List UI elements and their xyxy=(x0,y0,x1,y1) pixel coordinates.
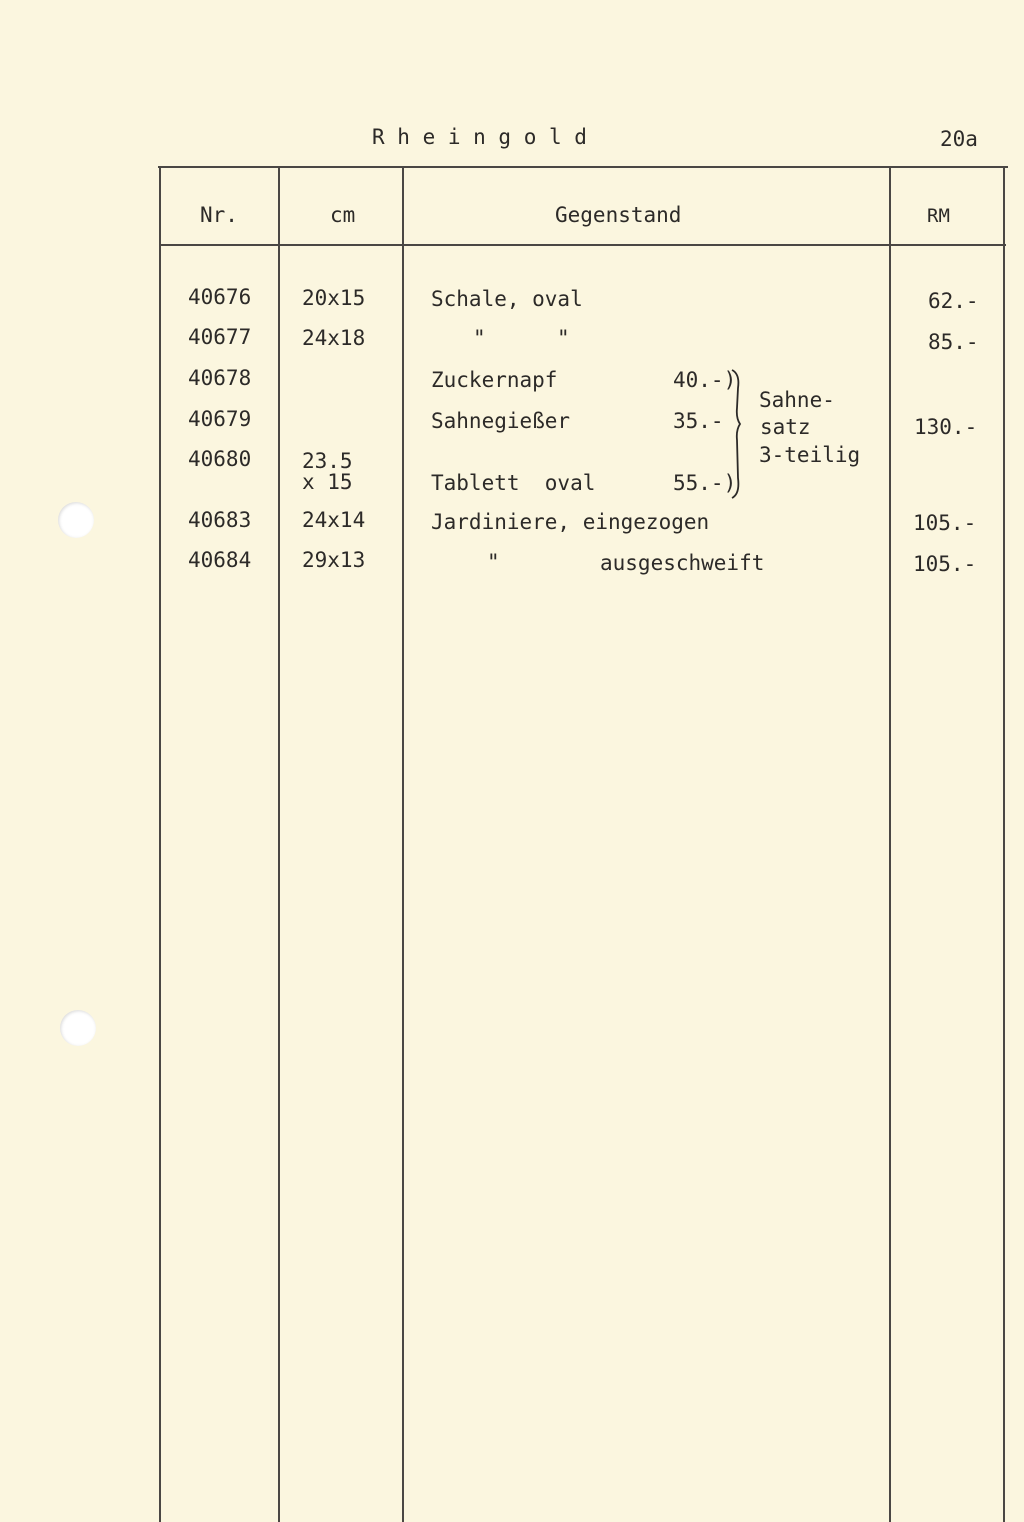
column-divider-1 xyxy=(278,166,280,1522)
row-item: Tablett oval xyxy=(431,471,596,495)
set-label-line2: satz xyxy=(760,415,811,439)
set-label-line1: Sahne- xyxy=(759,388,835,412)
table-top-border xyxy=(158,166,1008,168)
row-item: Jardiniere, eingezogen xyxy=(431,510,710,534)
row-item: Zuckernapf xyxy=(431,368,558,392)
row-nr: 40684 xyxy=(188,548,252,572)
row-cm: 23.5 xyxy=(302,449,353,473)
column-header-nr: Nr. xyxy=(200,203,238,227)
row-nr: 40680 xyxy=(188,447,252,471)
row-sub-price: 40.-) xyxy=(673,368,737,392)
set-label-line3: 3-teilig xyxy=(759,443,861,467)
punch-hole-bottom xyxy=(60,1010,96,1046)
row-price: 62.- xyxy=(928,289,979,313)
column-header-rm: RM xyxy=(927,205,950,227)
row-price: 85.- xyxy=(928,330,979,354)
page-number: 20a xyxy=(940,127,978,151)
row-item: Sahnegießer xyxy=(431,409,571,433)
row-item: Schale, oval xyxy=(431,287,583,311)
set-brace xyxy=(728,368,746,500)
set-price: 130.- xyxy=(914,415,978,439)
row-sub-price: 35.- xyxy=(673,409,724,433)
column-header-gegenstand: Gegenstand xyxy=(555,203,682,227)
header-bottom-border xyxy=(160,244,1006,246)
table-left-border xyxy=(159,166,161,1522)
punch-hole-top xyxy=(58,502,94,538)
row-cm: 24x14 xyxy=(302,508,366,532)
row-cm: 29x13 xyxy=(302,548,366,572)
column-divider-3 xyxy=(889,166,891,1522)
row-nr: 40678 xyxy=(188,366,252,390)
row-item: ausgeschweift xyxy=(600,551,765,575)
row-nr: 40677 xyxy=(188,325,252,349)
row-cm: x 15 xyxy=(302,470,353,494)
ditto-mark: " xyxy=(473,326,486,350)
row-cm: 24x18 xyxy=(302,326,366,350)
page-title: R h e i n g o l d xyxy=(372,125,587,149)
row-sub-price: 55.-) xyxy=(673,471,737,495)
table-right-border xyxy=(1003,166,1005,1522)
row-nr: 40683 xyxy=(188,508,252,532)
ditto-mark: " xyxy=(487,550,500,574)
row-nr: 40679 xyxy=(188,407,252,431)
row-cm: 20x15 xyxy=(302,286,366,310)
row-nr: 40676 xyxy=(188,285,252,309)
column-header-cm: cm xyxy=(330,203,356,227)
ditto-mark: " xyxy=(557,326,570,350)
column-divider-2 xyxy=(402,166,404,1522)
row-price: 105.- xyxy=(913,511,977,535)
row-price: 105.- xyxy=(913,552,977,576)
